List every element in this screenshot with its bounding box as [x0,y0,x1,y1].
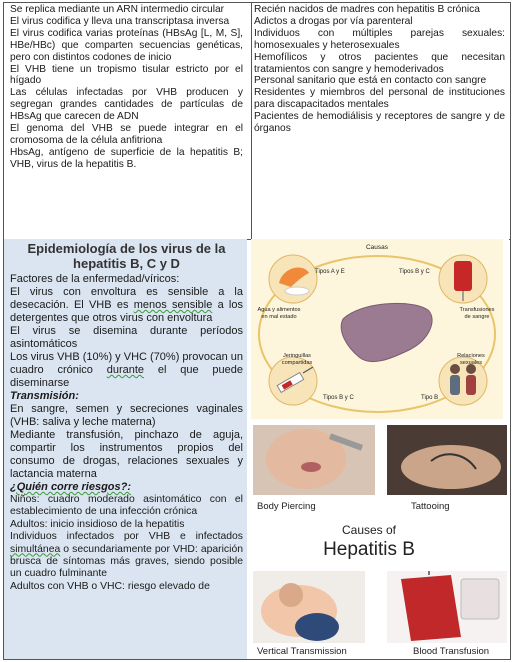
list-item: Individuos con múltiples parejas sexuales: homosexuales y heterosexuales [254,27,505,51]
list-item: Las células infectadas por VHB producen y segregan grandes cantidades de partículas de HBsAg que carecen de ADN [10,87,243,123]
text: durante [106,364,145,376]
text: El virus con envoltura es sensible a la desecación. El VHB es [10,286,243,311]
diagram-title: Causas [365,244,389,251]
text: a los detergentes que otros virus con envoltura [10,299,243,324]
label-jeringuillas: Jeringuillas [283,353,311,359]
body-piercing-photo [253,425,375,495]
label-tipos-a-e: Tipos A y E [315,269,345,275]
paragraph [10,531,243,581]
list-item: Se replica mediante un ARN intermedio circular [10,4,225,15]
tattooing-caption: Tattooing [411,501,450,512]
list-item: Recién nacidos de madres con hepatitis B crónica [254,4,480,15]
lips-shape [301,462,321,472]
baby-shape [295,613,339,641]
paragraph: Adultos con VHB o VHC: riesgo elevado de [10,580,210,592]
list-item: Adictos a drogas por vía parenteral [254,15,413,27]
shrimp-icon [269,255,317,303]
text: o secundariamente por VHD: aparición brusca de síntomas más graves, siendo posible un cuadro fulminante [10,543,243,580]
list-item: El virus codifica y lleva una transcriptasa inversa [10,15,230,27]
risk-groups-cell [251,3,509,236]
text: menos sensible [133,299,213,311]
text: Los virus VHB (10%) y VHC (70%) provocan un cuadro crónico [10,351,243,376]
label-transfusiones-2: de sangre [464,314,490,320]
paragraph: Factores de la enfermedad/víricos: [10,273,180,285]
section-title [10,241,243,271]
arm-shape [401,445,501,489]
causes-diagram [251,239,503,419]
body-piercing-caption: Body Piercing [257,501,316,512]
blood-bag-shape [401,575,461,641]
text: simultánea [10,543,61,555]
blood-bag-icon [439,255,487,303]
text: el que puede diseminarse [10,364,243,389]
label-jeringuillas-2: compartidas [281,360,313,366]
label-agua: Agua y alimentos [257,307,301,313]
list-item: Hemofílicos y otros pacientes que necesitan tratamientos con sangre y hemoderivados [254,51,505,75]
paragraph: En sangre, semen y secreciones vaginales (VHB: saliva y leche materna) [10,403,243,428]
paragraph: Mediante transfusión, pinchazo de aguja, compartir los instrumentos propios del consumo de drogas, relaciones sexuales y lactancia materna [10,429,243,480]
text: Individuos infectados por VHB e infectados [10,531,243,543]
paragraph [10,286,243,325]
risk-label: ¿Quién corre riesgos?: [10,481,132,493]
vertical-transmission-photo [253,571,365,643]
list-item: El VHB tiene un tropismo tisular estricto por el hígado [10,63,243,87]
label-relaciones: Relaciones [457,353,485,359]
list-item: Pacientes de hemodiálisis y receptores de sangre y de órganos [254,111,505,135]
bag-label-shape [461,579,499,619]
label-transfusiones: Transfusiones [459,307,495,313]
tattooing-photo [387,425,507,495]
causes-of-title: Causes of [341,523,397,537]
label-tipos-b-c-top: Tipos B y C [399,269,430,275]
list-item: HbsAg, antígeno de superficie de la hepatitis B; VHB, virus de la hepatitis B. [10,146,243,170]
list-item: Personal sanitario que está en contacto con sangre [254,75,487,87]
illustrations-cell [251,239,509,659]
head-shape [279,583,303,607]
transmission-label: Transmisión: [10,390,79,402]
hbv-features-cell [4,3,247,236]
label-agua-2: en mal estado [261,314,297,320]
hepatitis-b-title: Hepatitis B [323,539,415,560]
list-item: El virus codifica varias proteínas (HBsAg [L, M, S], HBe/HBc) que comparten secuencias genéticas, pero con distintos codones de inicio [10,27,243,63]
list-item: Residentes y miembros del personal de instituciones para discapacitados mentales [254,87,505,111]
paragraph: El virus se disemina durante períodos asintomáticos [10,325,243,350]
blood-transfusion-photo [387,571,507,643]
list-item: El genoma del VHB se puede integrar en el cromosoma de la célula anfitriona [10,123,243,146]
paragraph: Adultos: inicio insidioso de la hepatitis [10,518,185,530]
label-tipos-b-c-bottom: Tipos B y C [323,395,354,401]
blood-transfusion-caption: Blood Transfusion [413,646,490,657]
vertical-transmission-caption: Vertical Transmission [257,646,347,657]
title-line: Epidemiología de los virus de la [27,241,226,256]
label-tipo-b: Tipo B [421,395,439,401]
title-line: hepatitis B, C y D [73,256,180,271]
epidemiology-cell [4,239,247,659]
illustrations-svg [251,239,509,659]
label-relaciones-2: sexuales [459,360,483,366]
paragraph [10,351,243,390]
paragraph: Niños: cuadro moderado asintomático con el establecimiento de una infección crónica [10,494,243,518]
